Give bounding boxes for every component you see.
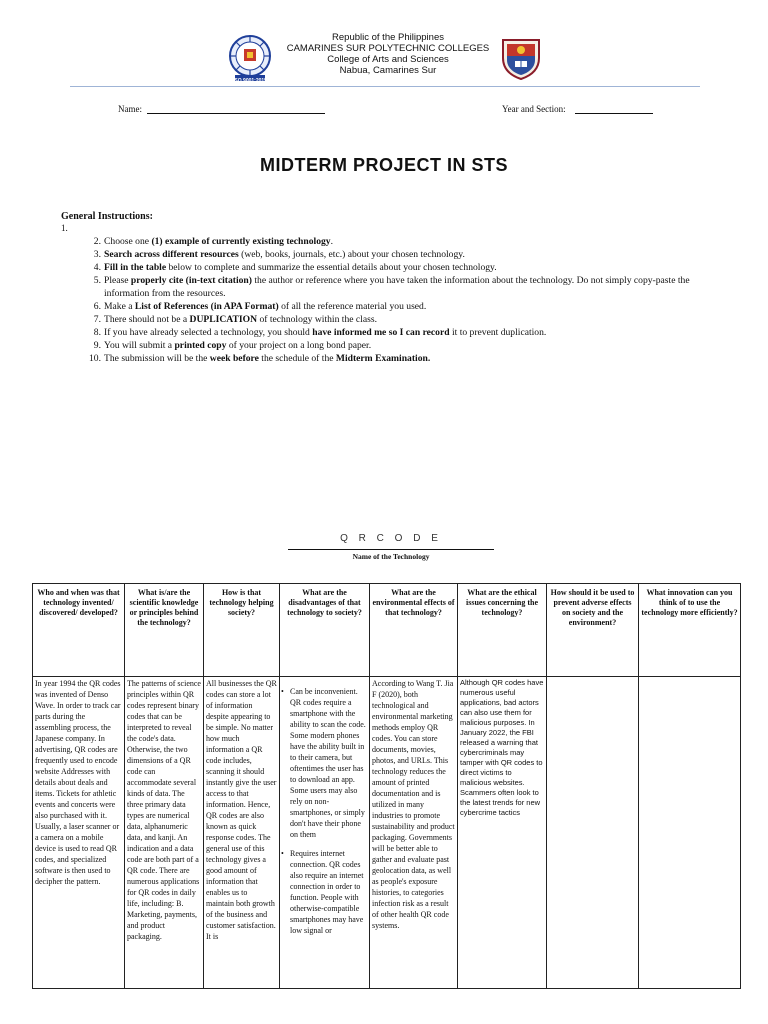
instruction-text: Make a List of References (in APA Format) of all the reference material you used. [104, 301, 427, 312]
instruction-number: 8. [93, 327, 101, 338]
instruction-number: 6. [93, 301, 101, 312]
instruction-item [84, 248, 734, 261]
year-section-field[interactable] [575, 113, 653, 114]
instruction-text: Choose one (1) example of currently existing technology. [104, 236, 333, 247]
cell-innovation[interactable] [639, 677, 741, 989]
instruction-text: There should not be a DUPLICATION of technology within the class. [104, 314, 377, 325]
technology-name-underline [288, 549, 494, 550]
instruction-text: If you have already selected a technology, you should have informed me so I can record it to prevent duplication. [104, 327, 547, 338]
header-line-college: College of Arts and Sciences [327, 54, 449, 65]
cell-disadvantages [280, 677, 370, 989]
table-header-row [33, 584, 741, 677]
iso-badge: ISO 9001:2015 [233, 78, 267, 84]
cell-principles: The patterns of science principles within QR codes represent binary codes that can be interpreted to reveal the code's data. Otherwise, the two dimensions of a QR code can accommodate several kinds of data. The three primary data types are numerical data, alphanumeric data, and kanji. An indication and a data code are both part of a QR code. There are numerous applications for QR codes in daily life, including: B. Marketing, payments, and product packaging. [125, 677, 204, 989]
instructions-heading: General Instructions: [61, 211, 153, 222]
instruction-item [84, 300, 734, 313]
instruction-item [84, 352, 734, 365]
technology-table [32, 583, 741, 989]
instruction-number: 2. [93, 236, 101, 247]
cell-environmental: According to Wang T. Jia F (2020), both technological and environmental marketing methods employ QR codes. You can store documents, movies, photos, and URLs. This technology reduces the amount of printed documentation and is utilized in many industries to promote sustainability and product packaging. Governments will be better able to gather and evaluate past geolocation data, as well as people's exposure histories, to categories infection risk as a result of other health QR code systems. [370, 677, 458, 989]
instruction-number: 10. [89, 353, 101, 364]
instructions-list [84, 235, 734, 365]
cell-ethical: Although QR codes have numerous useful applications, bad actors can also use them for malicious purposes. In January 2022, the FBI released a warning that cybercriminals may tamper with QR codes to direct victims to malicious websites. Scammers often look to the latest trends for new cybercrime tactics [458, 677, 547, 989]
technology-name: Q R C O D E [340, 533, 442, 544]
year-section-label: Year and Section: [502, 104, 566, 114]
table-header-innovation: What innovation can you think of to use the technology more efficiently? [639, 584, 741, 677]
header-divider [70, 86, 700, 87]
instruction-item [84, 261, 734, 274]
table-header-inventor: Who and when was that technology invented/ discovered/ developed? [33, 584, 125, 677]
instruction-item [84, 235, 734, 248]
header-line-address: Nabua, Camarines Sur [339, 65, 437, 76]
instruction-text: Fill in the table below to complete and summarize the essential details about your chosen technology. [104, 262, 497, 273]
table-header-prevention: How should it be used to prevent adverse effects on society and the environment? [547, 584, 639, 677]
page-title: MIDTERM PROJECT IN STS [259, 155, 508, 175]
instruction-item [84, 274, 734, 300]
disadvantage-item: • Requires internet connection. QR codes also require an internet connection in order to function. People with otherwise-compatible smartphones may have low signal or [282, 848, 367, 936]
table-row [33, 677, 741, 989]
table-header-principles: What is/are the scientific knowledge or principles behind the technology? [125, 584, 204, 677]
disadvantage-item: • Can be inconvenient. QR codes require a smartphone with the ability to scan the code. Some modern phones have the ability built in to their camera, but oftentimes the user has to download an app. Some users may also rely on non-smartphones, or simply don't have their phone on them [282, 686, 367, 840]
instruction-item [84, 326, 734, 339]
instruction-text: Search across different resources (web, books, journals, etc.) about your chosen technology. [104, 249, 465, 260]
instruction-number: 4. [93, 262, 101, 273]
instruction-number: 9. [93, 340, 101, 351]
name-field[interactable] [147, 113, 325, 114]
instruction-item [84, 313, 734, 326]
instruction-text: The submission will be the week before the schedule of the Midterm Examination. [104, 353, 431, 364]
instruction-number: 3. [93, 249, 101, 260]
table-header-ethical: What are the ethical issues concerning the technology? [458, 584, 547, 677]
instruction-text: Please properly cite (in-text citation) the author or reference where you have taken the information about the technology. Do not simply copy-paste the information from the resources. [104, 275, 690, 299]
instruction-text: You will submit a printed copy of your project on a long bond paper. [104, 340, 372, 351]
table-header-helping: How is that technology helping society? [204, 584, 280, 677]
table-header-environmental: What are the environmental effects of that technology? [370, 584, 458, 677]
instruction-item [84, 339, 734, 352]
technology-name-label: Name of the Technology [352, 552, 430, 561]
cell-prevention[interactable] [547, 677, 639, 989]
header-line-republic: Republic of the Philippines [332, 32, 444, 43]
instructions-first-number: 1. [61, 223, 68, 233]
table-header-disadvantages: What are the disadvantages of that technology to society? [280, 584, 370, 677]
cell-helping: All businesses the QR codes can store a lot of information despite appearing to be simple. No matter how much information a QR code includes, scanning it should instantly give the user access to that information. Hence, QR codes are also known as quick response codes. The general use of this technology gives a good amount of information that enables us to maintain both growth of the business and customer satisfaction. It is [204, 677, 280, 989]
cell-inventor: In year 1994 the QR codes was invented of Denso Wave. In order to track car parts during the assembling process, the Japanese company. In advertising, QR codes are frequently used to encode website Addresses with details about deals and items. Tickets for athletic events and concerts were also purchased with it. Usually, a laser scanner or a camera on a mobile device is used to read QR codes, and specialized software is then used to decipher the pattern. [33, 677, 125, 989]
name-label: Name: [118, 104, 142, 114]
header-line-institution: CAMARINES SUR POLYTECHNIC COLLEGES [286, 43, 490, 54]
instruction-number: 5. [93, 275, 101, 286]
instruction-number: 7. [93, 314, 101, 325]
